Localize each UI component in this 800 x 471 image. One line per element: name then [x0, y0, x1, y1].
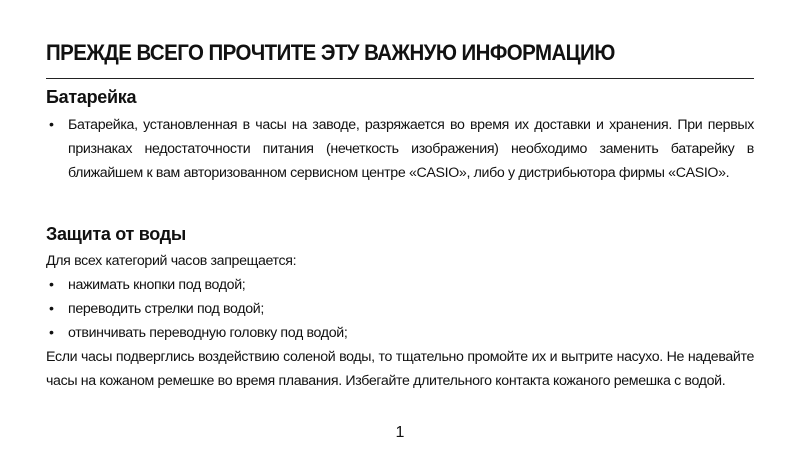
battery-bullet [46, 113, 754, 185]
water-heading: Защита от воды [46, 224, 186, 244]
bullet-mark: • [49, 277, 54, 293]
list-item [46, 297, 754, 321]
list-item [46, 321, 754, 345]
title-divider [46, 78, 754, 79]
battery-text: Батарейка, установленная в часы на заводе, разряжается во время их доставки и хранения. При первых признаках недостаточности питания (нечеткость изображения) необходимо заменить батарейку в ближайшем к вам авторизованном сервисном центре «CASIO», либо у дистрибьютора фирмы «CASIO». [68, 117, 754, 181]
list-item-text: отвинчивать переводную головку под водой; [68, 325, 348, 341]
bullet-mark: • [49, 301, 54, 317]
water-intro: Для всех категорий часов запрещается: [46, 253, 297, 269]
page-number: 1 [395, 424, 405, 441]
list-item-text: переводить стрелки под водой; [68, 301, 264, 317]
bullet-mark: • [49, 117, 54, 133]
salt-water-paragraph: Если часы подверглись воздействию соленой воды, то тщательно промойте их и вытрите насухо. Не надевайте часы на кожаном ремешке во время плавания. Избегайте длительного контакта кожаного ремешка с водой. [46, 349, 754, 389]
battery-heading: Батарейка [46, 87, 137, 107]
bullet-mark: • [49, 325, 54, 341]
page-title: ПРЕЖДЕ ВСЕГО ПРОЧТИТЕ ЭТУ ВАЖНУЮ ИНФОРМАЦИЮ [46, 40, 615, 65]
water-prohibitions-list [46, 273, 754, 345]
list-item [46, 273, 754, 297]
list-item-text: нажимать кнопки под водой; [68, 277, 246, 293]
